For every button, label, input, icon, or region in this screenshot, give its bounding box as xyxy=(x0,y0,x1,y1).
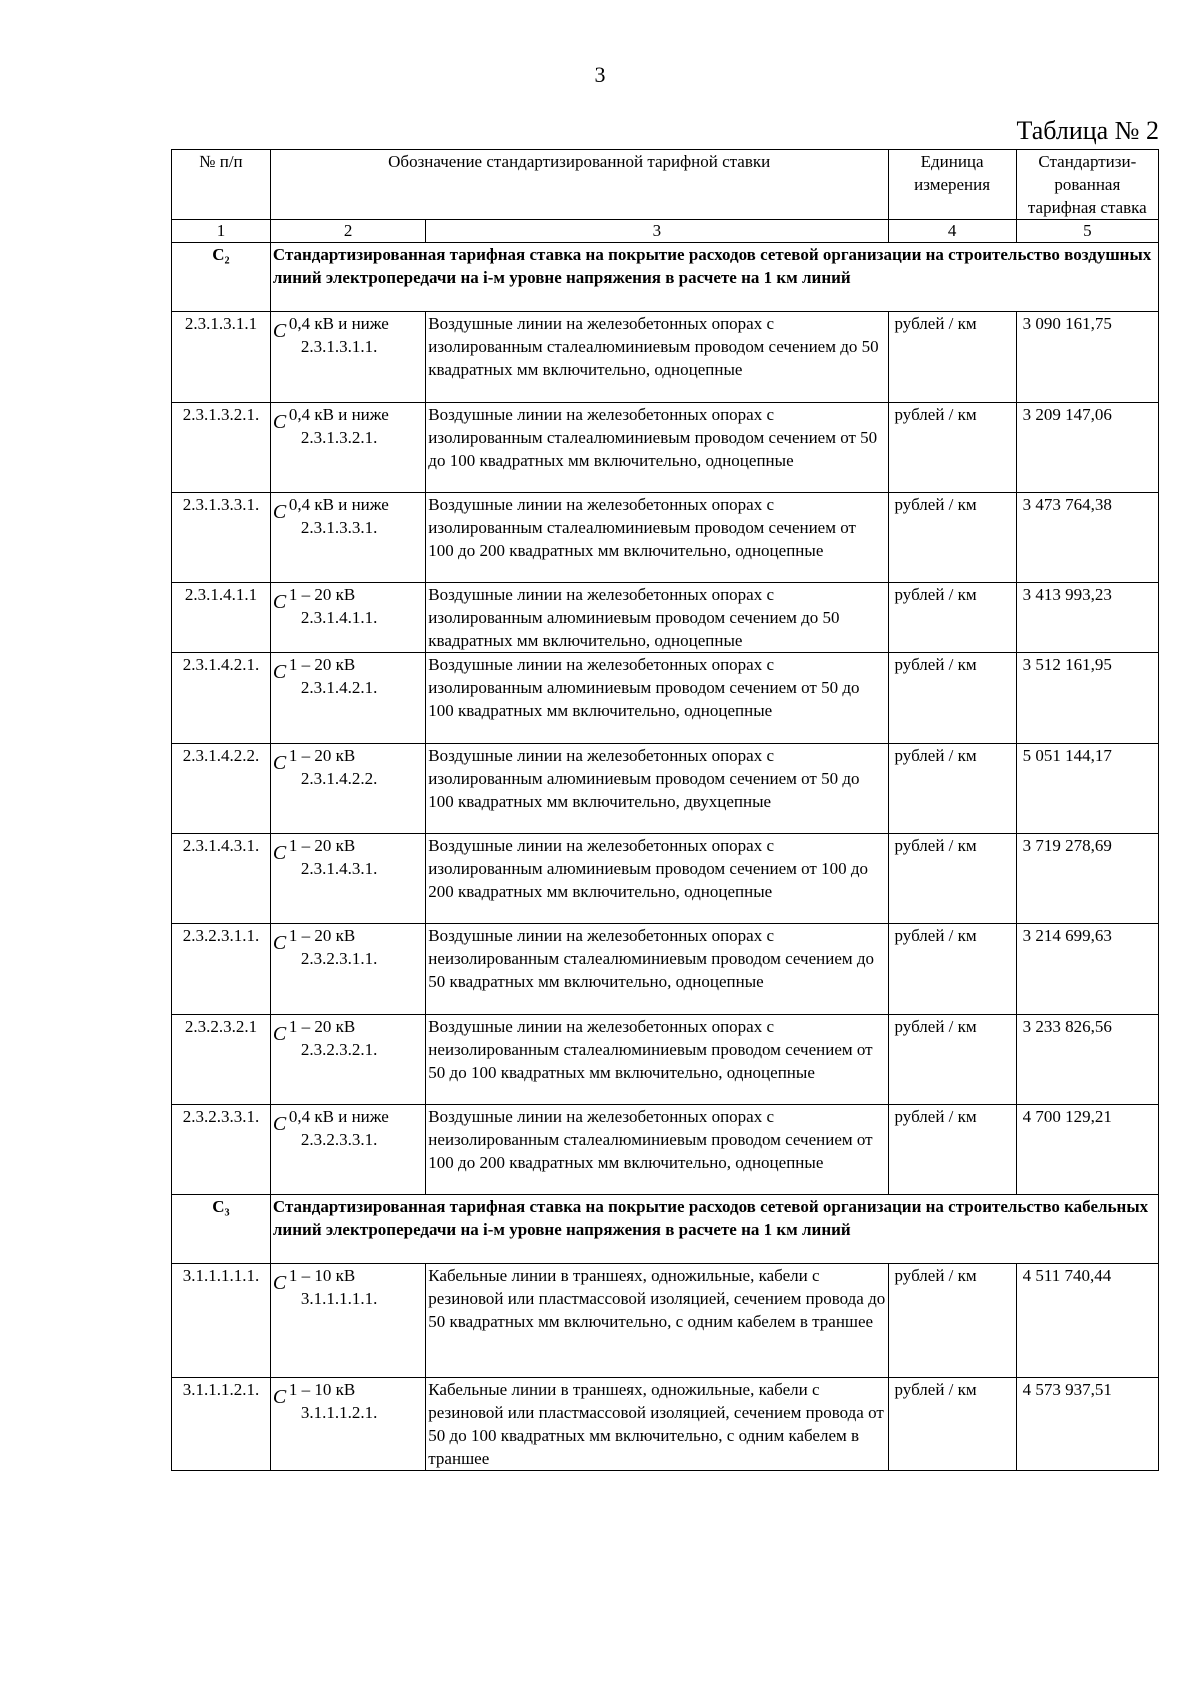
rate-code: 3.1.1.1.2.1. xyxy=(300,1403,378,1422)
voltage-level: 0,4 кВ и ниже xyxy=(288,1107,389,1126)
rate-code: 2.3.2.3.1.1. xyxy=(300,949,378,968)
tariff-rate: 3 090 161,75 xyxy=(1016,312,1158,403)
row-number: 2.3.2.3.2.1 xyxy=(172,1015,271,1105)
row-number: 2.3.1.4.1.1 xyxy=(172,583,271,653)
rate-designation xyxy=(270,924,425,1015)
table-row xyxy=(172,403,1159,493)
unit-of-measure: рублей / км xyxy=(888,583,1016,653)
voltage-level: 0,4 кВ и ниже xyxy=(288,405,389,424)
row-number: 2.3.1.4.3.1. xyxy=(172,834,271,924)
row-number: 2.3.1.3.2.1. xyxy=(172,403,271,493)
voltage-level: 1 – 20 кВ xyxy=(288,836,356,855)
rate-designation xyxy=(270,834,425,924)
rate-code: 2.3.1.4.1.1. xyxy=(300,608,378,627)
table-row xyxy=(172,744,1159,834)
column-number: 5 xyxy=(1016,220,1158,243)
row-number: 2.3.1.3.3.1. xyxy=(172,493,271,583)
header-rate: Стандартизи-рованная тарифная ставка xyxy=(1016,150,1158,220)
voltage-level: 1 – 20 кВ xyxy=(288,655,356,674)
rate-code: 2.3.1.3.2.1. xyxy=(300,428,378,447)
line-description: Воздушные линии на железобетонных опорах с изолированным сталеалюминиевым проводом сечением от 50 до 100 квадратных мм включительно, одноцепные xyxy=(426,403,888,493)
rate-symbol: C xyxy=(272,842,287,864)
unit-of-measure: рублей / км xyxy=(888,1378,1016,1471)
header-designation: Обозначение стандартизированной тарифной ставки xyxy=(270,150,888,220)
rate-symbol: C xyxy=(272,661,287,683)
table-row xyxy=(172,583,1159,653)
rate-symbol: C xyxy=(272,501,287,523)
rate-designation xyxy=(270,493,425,583)
unit-of-measure: рублей / км xyxy=(888,1015,1016,1105)
tariff-rate: 4 573 937,51 xyxy=(1016,1378,1158,1471)
rate-code: 2.3.1.4.3.1. xyxy=(300,859,378,878)
voltage-level: 1 – 20 кВ xyxy=(288,1017,356,1036)
line-description: Воздушные линии на железобетонных опорах с изолированным алюминиевым проводом сечением от 100 до 200 квадратных мм включительно, одноцепные xyxy=(426,834,888,924)
voltage-level: 1 – 20 кВ xyxy=(288,746,356,765)
table-row xyxy=(172,493,1159,583)
unit-of-measure: рублей / км xyxy=(888,1264,1016,1378)
rate-designation xyxy=(270,653,425,744)
page-number: 3 xyxy=(594,62,606,87)
unit-of-measure: рублей / км xyxy=(888,653,1016,744)
tariff-table-body xyxy=(172,150,1159,1471)
rate-designation xyxy=(270,583,425,653)
section-row xyxy=(172,1195,1159,1264)
tariff-rate: 3 473 764,38 xyxy=(1016,493,1158,583)
rate-code: 3.1.1.1.1.1. xyxy=(300,1289,378,1308)
rate-symbol: C xyxy=(272,320,287,342)
unit-of-measure: рублей / км xyxy=(888,744,1016,834)
section-code: С₂ xyxy=(172,243,271,312)
table-row xyxy=(172,924,1159,1015)
rate-code: 2.3.2.3.3.1. xyxy=(300,1130,378,1149)
tariff-rate: 5 051 144,17 xyxy=(1016,744,1158,834)
table-row xyxy=(172,1015,1159,1105)
line-description: Воздушные линии на железобетонных опорах с неизолированным сталеалюминиевым проводом сечением от 50 до 100 квадратных мм включительно, одноцепные xyxy=(426,1015,888,1105)
tariff-rate: 3 233 826,56 xyxy=(1016,1015,1158,1105)
unit-of-measure: рублей / км xyxy=(888,403,1016,493)
unit-of-measure: рублей / км xyxy=(888,924,1016,1015)
tariff-rate: 3 413 993,23 xyxy=(1016,583,1158,653)
table-row xyxy=(172,653,1159,744)
line-description: Воздушные линии на железобетонных опорах с неизолированным сталеалюминиевым проводом сечением от 100 до 200 квадратных мм включительно, одноцепные xyxy=(426,1105,888,1195)
rate-symbol: C xyxy=(272,1272,287,1294)
rate-designation xyxy=(270,1105,425,1195)
voltage-level: 0,4 кВ и ниже xyxy=(288,314,389,333)
row-number: 2.3.2.3.1.1. xyxy=(172,924,271,1015)
table-caption: Таблица № 2 xyxy=(1016,116,1159,145)
line-description: Воздушные линии на железобетонных опорах с неизолированным сталеалюминиевым проводом сечением до 50 квадратных мм включительно, одноцепные xyxy=(426,924,888,1015)
voltage-level: 0,4 кВ и ниже xyxy=(288,495,389,514)
voltage-level: 1 – 10 кВ xyxy=(288,1380,356,1399)
rate-designation xyxy=(270,744,425,834)
line-description: Кабельные линии в траншеях, одножильные, кабели с резиновой или пластмассовой изоляцией, сечением провода от 50 до 100 квадратных мм включительно, с одним кабелем в траншее xyxy=(426,1378,888,1471)
rate-symbol: C xyxy=(272,1023,287,1045)
row-number: 3.1.1.1.2.1. xyxy=(172,1378,271,1471)
column-number: 1 xyxy=(172,220,271,243)
rate-code: 2.3.1.3.3.1. xyxy=(300,518,378,537)
header-row xyxy=(172,150,1159,220)
section-code: С₃ xyxy=(172,1195,271,1264)
tariff-rate: 3 512 161,95 xyxy=(1016,653,1158,744)
line-description: Воздушные линии на железобетонных опорах с изолированным алюминиевым проводом сечением от 50 до 100 квадратных мм включительно, одноцепные xyxy=(426,653,888,744)
line-description: Воздушные линии на железобетонных опорах с изолированным алюминиевым проводом сечением до 50 квадратных мм включительно, одноцепные xyxy=(426,583,888,653)
table-row xyxy=(172,1264,1159,1378)
section-title: Стандартизированная тарифная ставка на покрытие расходов сетевой организации на строительство воздушных линий электропередачи на i-м уровне напряжения в расчете на 1 км линий xyxy=(270,243,1158,312)
tariff-rate: 4 700 129,21 xyxy=(1016,1105,1158,1195)
rate-symbol: C xyxy=(272,591,287,613)
table-row xyxy=(172,312,1159,403)
voltage-level: 1 – 10 кВ xyxy=(288,1266,356,1285)
rate-symbol: C xyxy=(272,932,287,954)
row-number: 2.3.1.3.1.1 xyxy=(172,312,271,403)
header-num: № п/п xyxy=(172,150,271,220)
column-number: 3 xyxy=(426,220,888,243)
rate-code: 2.3.1.4.2.1. xyxy=(300,678,378,697)
table-row xyxy=(172,834,1159,924)
column-number: 4 xyxy=(888,220,1016,243)
table-row xyxy=(172,1105,1159,1195)
row-number: 2.3.1.4.2.2. xyxy=(172,744,271,834)
row-number: 2.3.1.4.2.1. xyxy=(172,653,271,744)
line-description: Воздушные линии на железобетонных опорах с изолированным сталеалюминиевым проводом сечением до 50 квадратных мм включительно, одноцепные xyxy=(426,312,888,403)
line-description: Воздушные линии на железобетонных опорах с изолированным сталеалюминиевым проводом сечением от 100 до 200 квадратных мм включительно, одноцепные xyxy=(426,493,888,583)
section-title: Стандартизированная тарифная ставка на покрытие расходов сетевой организации на строительство кабельных линий электропередачи на i-м уровне напряжения в расчете на 1 км линий xyxy=(270,1195,1158,1264)
column-number: 2 xyxy=(270,220,425,243)
unit-of-measure: рублей / км xyxy=(888,834,1016,924)
rate-designation xyxy=(270,1015,425,1105)
rate-symbol: C xyxy=(272,1113,287,1135)
rate-symbol: C xyxy=(272,411,287,433)
rate-designation xyxy=(270,312,425,403)
voltage-level: 1 – 20 кВ xyxy=(288,926,356,945)
line-description: Воздушные линии на железобетонных опорах с изолированным алюминиевым проводом сечением от 50 до 100 квадратных мм включительно, двухцепные xyxy=(426,744,888,834)
table-row xyxy=(172,1378,1159,1471)
column-number-row xyxy=(172,220,1159,243)
rate-code: 2.3.1.4.2.2. xyxy=(300,769,378,788)
rate-designation xyxy=(270,1378,425,1471)
unit-of-measure: рублей / км xyxy=(888,312,1016,403)
rate-designation xyxy=(270,1264,425,1378)
tariff-rate: 4 511 740,44 xyxy=(1016,1264,1158,1378)
rate-code: 2.3.2.3.2.1. xyxy=(300,1040,378,1059)
tariff-rate: 3 214 699,63 xyxy=(1016,924,1158,1015)
rate-code: 2.3.1.3.1.1. xyxy=(300,337,378,356)
voltage-level: 1 – 20 кВ xyxy=(288,585,356,604)
section-row xyxy=(172,243,1159,312)
row-number: 2.3.2.3.3.1. xyxy=(172,1105,271,1195)
tariff-rate: 3 209 147,06 xyxy=(1016,403,1158,493)
rate-designation xyxy=(270,403,425,493)
rate-symbol: C xyxy=(272,752,287,774)
header-unit: Единица измерения xyxy=(888,150,1016,220)
line-description: Кабельные линии в траншеях, одножильные, кабели с резиновой или пластмассовой изоляцией, сечением провода до 50 квадратных мм включительно, с одним кабелем в траншее xyxy=(426,1264,888,1378)
row-number: 3.1.1.1.1.1. xyxy=(172,1264,271,1378)
tariff-rate: 3 719 278,69 xyxy=(1016,834,1158,924)
rate-symbol: C xyxy=(272,1386,287,1408)
unit-of-measure: рублей / км xyxy=(888,493,1016,583)
unit-of-measure: рублей / км xyxy=(888,1105,1016,1195)
tariff-table xyxy=(171,149,1159,1471)
